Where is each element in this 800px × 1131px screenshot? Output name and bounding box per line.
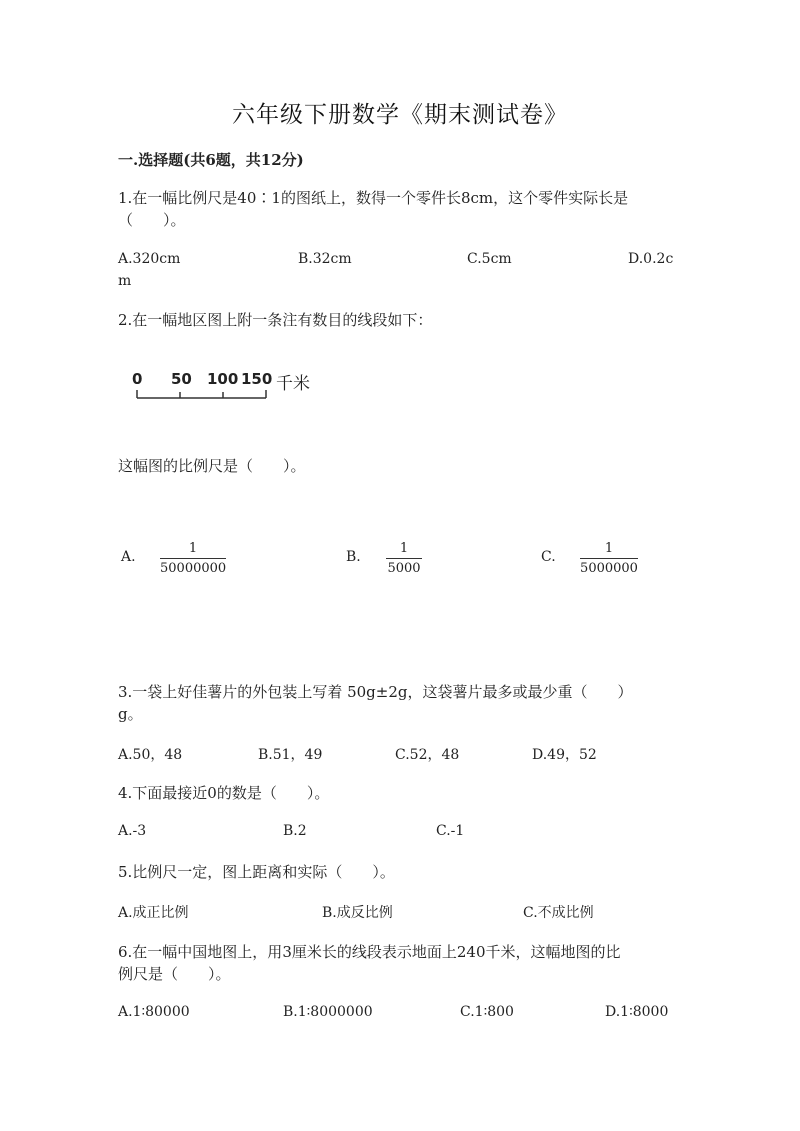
question-5-option-c: C.不成比例 <box>523 905 594 921</box>
question-2-option-b-letter: B. <box>346 549 361 565</box>
fraction-bar <box>580 558 638 559</box>
question-3-option-a: A.50，48 <box>118 747 183 763</box>
question-4-option-a: A.-3 <box>118 823 147 839</box>
question-2-option-b-fraction <box>386 541 422 577</box>
question-1-option-c: C.5cm <box>467 251 512 267</box>
question-6-option-b: B.1∶8000000 <box>283 1004 373 1020</box>
question-4-option-c: C.-1 <box>436 823 465 839</box>
question-6-option-d: D.1∶8000 <box>605 1004 669 1020</box>
scale-label-100: 100 <box>207 370 239 388</box>
question-5-option-a: A.成正比例 <box>118 905 189 921</box>
question-1-option-d: D.0.2c <box>628 251 674 267</box>
question-2-option-a-fraction <box>160 541 226 577</box>
fraction-denominator: 5000000 <box>580 561 638 576</box>
question-6-text-line1: 6.在一幅中国地图上，用3厘米长的线段表示地面上240千米，这幅地图的比 <box>118 943 621 961</box>
question-3-option-c: C.52，48 <box>395 747 460 763</box>
scale-bar-figure <box>126 368 326 408</box>
question-6-option-a: A.1∶80000 <box>118 1004 190 1020</box>
fraction-numerator: 1 <box>604 541 614 556</box>
question-5-option-b: B.成反比例 <box>322 905 393 921</box>
question-1-option-a: A.320cm <box>118 251 181 267</box>
fraction-numerator: 1 <box>188 541 198 556</box>
scale-unit: 千米 <box>276 374 310 394</box>
question-6-option-c: C.1∶800 <box>460 1004 514 1020</box>
fraction-bar <box>160 558 226 559</box>
question-6-text-line2: 例尺是（ ）。 <box>118 965 231 983</box>
question-3-option-b: B.51，49 <box>258 747 323 763</box>
question-1-option-d-wrap: m <box>118 273 132 289</box>
question-3-option-d: D.49，52 <box>532 747 597 763</box>
question-4-text: 4.下面最接近0的数是（ ）。 <box>118 784 330 802</box>
fraction-numerator: 1 <box>399 541 409 556</box>
question-1-option-b: B.32cm <box>298 251 352 267</box>
fraction-bar <box>386 558 422 559</box>
section-heading: 一.选择题(共6题，共12分) <box>118 151 304 169</box>
question-5-text: 5.比例尺一定，图上距离和实际（ ）。 <box>118 863 395 881</box>
question-2-prompt: 这幅图的比例尺是（ ）。 <box>118 457 306 475</box>
fraction-denominator: 50000000 <box>160 561 227 576</box>
question-4-option-b: B.2 <box>283 823 307 839</box>
question-2-text: 2.在一幅地区图上附一条注有数目的线段如下： <box>118 311 433 329</box>
page-title: 六年级下册数学《期末测试卷》 <box>232 102 568 128</box>
scale-label-150: 150 <box>241 370 273 388</box>
question-2-option-c-fraction <box>580 541 638 577</box>
question-2-option-a-letter: A. <box>121 549 136 565</box>
question-3-text-line1: 3.一袋上好佳薯片的外包装上写着 50g±2g，这袋薯片最多或最少重（ ） <box>118 683 633 701</box>
question-1-text-line1: 1.在一幅比例尺是40∶1的图纸上，数得一个零件长8cm，这个零件实际长是 <box>118 189 629 207</box>
question-1-text-line2: （ ）。 <box>118 211 186 229</box>
fraction-denominator: 5000 <box>387 561 421 576</box>
scale-line <box>126 388 286 402</box>
scale-label-50: 50 <box>171 370 192 388</box>
question-3-text-line2: g。 <box>118 705 143 723</box>
question-2-option-c-letter: C. <box>541 549 556 565</box>
scale-label-0: 0 <box>132 370 143 388</box>
